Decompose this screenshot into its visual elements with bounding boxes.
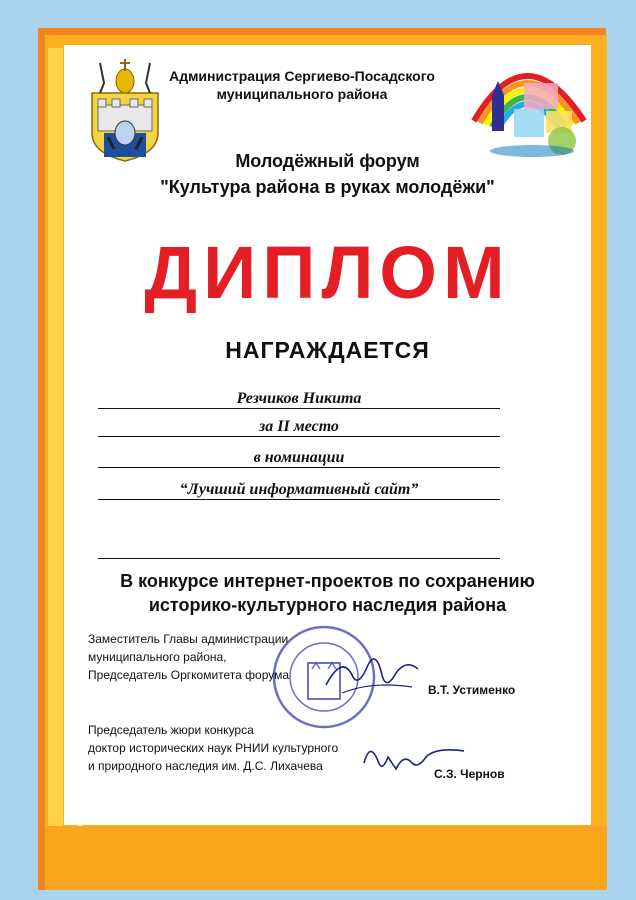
side-stripe [48,48,63,890]
place-text: за II место [259,418,339,435]
signatory-2-role-line-3: и природного наследия им. Д.С. Лихачева [88,759,323,773]
coat-of-arms-icon [90,53,160,163]
contest-line-1: В конкурсе интернет-проектов по сохранению [120,571,535,591]
nomination-intro: в номинации [253,449,345,466]
diploma-title: ДИПЛОМ [144,231,511,314]
awarded-heading: НАГРАЖДАЕТСЯ [225,337,430,363]
signature-1-icon [322,645,422,705]
administration-line-2: муниципального района [216,86,388,102]
blank-line [98,558,500,559]
diploma-sheet [64,45,591,825]
nomination-intro-line [98,467,500,468]
nomination-line [98,499,500,500]
forum-line-1: Молодёжный форум [235,151,420,171]
forum-title [64,148,591,200]
administration-name [162,67,442,103]
signatory-2-role-line-2: доктор исторических наук РНИИ культурного [88,741,339,755]
signatory-1-role [88,630,289,684]
signatory-1-role-line-2: муниципального района, [88,650,227,664]
forum-line-2: "Культура района в руках молодёжи" [160,177,495,197]
nomination-text: “Лучший информативный сайт” [179,481,419,498]
place-line [98,436,500,437]
signatory-2-name: С.З. Чернов [434,767,505,781]
name-line [98,408,500,409]
signatory-1-name: В.Т. Устименко [428,683,516,697]
rainbow-forum-logo-icon [466,51,588,161]
contest-text [64,569,591,617]
contest-line-2: историко-культурного наследия района [148,595,507,615]
signatory-2-role-line-1: Председатель жюри конкурса [88,723,254,737]
signatory-1-role-line-3: Председатель Оргкомитета форума [88,668,290,682]
bottom-band [45,826,607,890]
signatory-2-role [88,721,338,775]
recipient-name: Резчиков Никита [236,390,362,407]
administration-line-1: Администрация Сергиево-Посадского [169,68,435,84]
signatory-1-role-line-1: Заместитель Главы администрации [88,632,289,646]
